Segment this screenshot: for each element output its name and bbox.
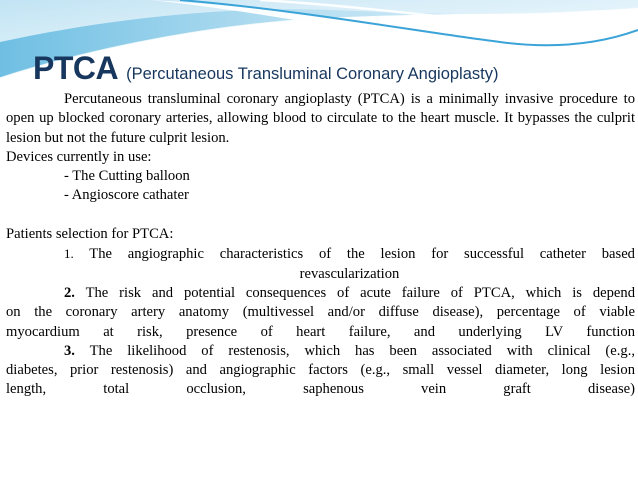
- slide-body: [6, 90, 635, 400]
- spacer: [6, 206, 635, 225]
- criterion-number: 1.: [64, 246, 74, 262]
- criterion-1-line-1: [6, 244, 635, 264]
- device-item: - The Cutting balloon: [64, 168, 190, 185]
- criterion-2-line-2: on the coronary artery anatomy (multivessel and/or diffuse disease), percentage of viable: [6, 304, 635, 321]
- criterion-text: The angiographic characteristics of the lesion for successful catheter based: [89, 246, 635, 263]
- selection-heading: Patients selection for PTCA:: [6, 226, 174, 243]
- devices-heading: Devices currently in use:: [6, 148, 152, 165]
- criterion-3-line-1: [6, 342, 635, 361]
- title-main: PTCA: [33, 50, 119, 86]
- criterion-number: 2.: [64, 284, 75, 301]
- criterion-number: 3.: [64, 342, 75, 359]
- criterion-text: The risk and potential consequences of acute failure of PTCA, which is depend: [85, 284, 635, 301]
- criterion-3-line-3: length, total occlusion, saphenous vein graft disease): [6, 381, 635, 398]
- definition-paragraph: Percutaneous transluminal coronary angioplasty (PTCA) is a minimally invasive procedure to open up blocked coronary arteries, allowing blood to circulate to the heart muscle. It bypasses the culprit lesion but not the future culprit lesion.: [6, 91, 635, 146]
- criterion-text: The likelihood of restenosis, which has been associated with clinical (e.g.,: [89, 342, 636, 359]
- criterion-3-line-2: diabetes, prior restenosis) and angiographic factors (e.g., small vessel diameter, long lesion: [6, 362, 635, 379]
- slide-title: [33, 50, 498, 87]
- device-item: - Angioscore cathater: [64, 187, 189, 204]
- criterion-2-line-3: myocardium at risk, presence of heart failure, and underlying LV function: [6, 323, 635, 340]
- title-subtitle: (Percutaneous Transluminal Coronary Angioplasty): [126, 65, 499, 83]
- criterion-2-line-1: [6, 284, 635, 303]
- criterion-1-line-2: revascularization: [299, 265, 400, 282]
